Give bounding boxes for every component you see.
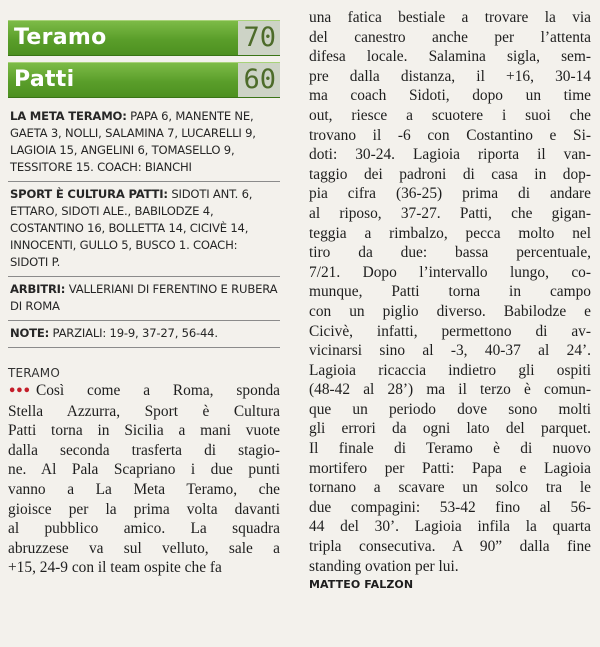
article-line-text: Così come a Roma, sponda xyxy=(35,382,280,399)
article-line-text: tripla consecutiva. A 90” dalla fine xyxy=(309,538,591,556)
team-score: 60 xyxy=(243,64,276,95)
article-line-text: standing ovation per lui. xyxy=(309,557,459,575)
article-line xyxy=(309,28,591,48)
boxscore-referees xyxy=(8,277,280,321)
article-line-text: con un piglio diverso. Babilodze e xyxy=(309,302,591,320)
article-line-text: teggia a rimbalzo, pecca molto nel xyxy=(309,224,591,242)
dateline: TERAMO xyxy=(8,366,60,380)
article-line-text: due compagini: 53-42 fino al 56- xyxy=(309,498,591,516)
byline: MATTEO FALZON xyxy=(309,578,414,592)
article-line-text: +15, 24-9 con il team ospite che fa xyxy=(8,559,222,577)
boxscore-label: SPORT È CULTURA PATTI: xyxy=(10,187,168,201)
boxscore-text: PAPA 6, MANENTE NE, GAETA 3, NOLLI, SALAMINA 7, LUCARELLI 9, LAGIOIA 15, ANGELINI 6, TOMASELLO 9, TESSITORE 15. COACH: BIANCHI xyxy=(10,109,256,174)
article-line xyxy=(309,537,591,557)
article-line xyxy=(8,519,280,539)
article-line xyxy=(309,459,591,479)
article-line-text: Patti torna in Sicilia a mani vuote xyxy=(8,422,280,440)
article-line-text: al riposo, 37-27. Patti, che gigan- xyxy=(309,204,591,222)
article-line xyxy=(8,402,280,422)
article-line xyxy=(309,224,591,244)
article-line-text: pia cifra (36-25) prima di andare xyxy=(309,185,591,203)
article-line xyxy=(309,204,591,224)
boxscore-label: LA META TERAMO: xyxy=(10,109,127,123)
article-line-text: al pubblico amico. La squadra xyxy=(8,520,280,538)
article-line-text: una fatica bestiale a trovare la via xyxy=(309,9,591,26)
article-body-right xyxy=(309,8,591,576)
article-line-text: pre dalla distanza, il +16, 30-14 xyxy=(309,67,591,85)
article-line xyxy=(309,165,591,185)
article-line-text: trovano il -6 con Costantino e Si- xyxy=(309,126,591,144)
article-line xyxy=(309,263,591,283)
article-line xyxy=(8,441,280,461)
article-line-text: munque, Patti torna in campo xyxy=(309,283,591,301)
boxscore-home xyxy=(8,104,280,182)
score-row-home xyxy=(8,20,280,56)
boxscore-text: VALLERIANI DI FERENTINO E RUBERA DI ROMA xyxy=(10,282,278,313)
article-line xyxy=(309,380,591,400)
article-line-text: dalla seconda trasferta di stagio- xyxy=(8,441,280,459)
article-line xyxy=(309,184,591,204)
article-line xyxy=(309,322,591,342)
article-line-text: tornano a scavare un solco tra le xyxy=(309,479,591,497)
article-line xyxy=(8,421,280,441)
article-line-text: ne. Al Pala Scapriano i due punti xyxy=(8,461,280,479)
article-line xyxy=(309,419,591,439)
article-line-text: Il finale di Teramo è di nuovo xyxy=(309,440,591,458)
article-line-text: mortifero per Patti: Papa e Lagioia xyxy=(309,459,591,477)
boxscore-notes xyxy=(8,321,280,348)
article-line-text: tiro da due: bassa percentuale, xyxy=(309,244,591,262)
article-line xyxy=(309,86,591,106)
article-line-text: Stella Azzurra, Sport è Cultura xyxy=(8,402,280,420)
article-line-text: que un periodo dove sono molti xyxy=(309,400,591,418)
article-line-text: difesa locale. Salamina sigla, sem- xyxy=(309,48,591,66)
article-line xyxy=(309,302,591,322)
article-line xyxy=(309,47,591,67)
right-column xyxy=(309,8,591,591)
article-line-text: taggio dei padroni di casa in dop- xyxy=(309,165,591,183)
article-line xyxy=(309,67,591,87)
article-line-text: Lagioia ricaccia indietro gli ospiti xyxy=(309,361,591,379)
article-line xyxy=(8,539,280,559)
article-line xyxy=(309,400,591,420)
article-line-text: vicinarsi sino al -3, 40-37 al 24’. xyxy=(309,342,591,360)
boxscore-label: ARBITRI: xyxy=(10,282,66,296)
article-line-text: 44 del 30’. Lagioia infila la quarta xyxy=(309,518,591,536)
article-line-text: vanno a La Meta Teramo, che xyxy=(8,480,280,498)
team-name: Teramo xyxy=(14,25,107,50)
score-row-away xyxy=(8,62,280,98)
article-line-text: out, riesce a scuotere i suoi che xyxy=(309,106,591,124)
article-line xyxy=(309,145,591,165)
boxscore-away xyxy=(8,182,280,277)
article-line xyxy=(8,480,280,500)
article-line-text: (48-42 al 28’) ma il terzo è comun- xyxy=(309,381,591,399)
article-line-text: Cicivè, infatti, permettono di av- xyxy=(309,322,591,340)
article-line xyxy=(309,243,591,263)
team-score: 70 xyxy=(243,22,276,53)
article-line-text: gioisce per la prima volta davanti xyxy=(8,500,280,518)
article-line xyxy=(309,282,591,302)
article-line-text: doti: 30-24. Lagioia riporta il van- xyxy=(309,146,591,164)
left-column xyxy=(8,20,280,578)
article-line-text: del canestro anche per l’attenta xyxy=(309,28,591,46)
article-line xyxy=(8,558,280,578)
article-line-text: gli errori da ogni lato del parquet. xyxy=(309,420,591,438)
article-line xyxy=(309,498,591,518)
article-line xyxy=(309,517,591,537)
article-line xyxy=(309,557,591,577)
article-line-text: abruzzese va sul velluto, sale a xyxy=(8,539,280,557)
article-line xyxy=(8,500,280,520)
team-name: Patti xyxy=(14,67,75,92)
article-line-text: ma coach Sidoti, dopo un time xyxy=(309,87,591,105)
article-line xyxy=(309,126,591,146)
article-line xyxy=(309,106,591,126)
boxscore-text: SIDOTI ANT. 6, ETTARO, SIDOTI ALE., BABILODZE 4, COSTANTINO 16, BOLLETTA 14, CICIVÈ 14, INNOCENTI, GULLO 5, BUSCO 1. COACH: SIDOTI P. xyxy=(10,187,253,269)
article-line xyxy=(309,8,591,28)
article-line xyxy=(309,341,591,361)
article-line xyxy=(309,478,591,498)
article-line xyxy=(309,439,591,459)
article-line xyxy=(309,361,591,381)
bullet-dots: ••• xyxy=(8,384,30,399)
boxscore-label: NOTE: xyxy=(10,326,50,340)
boxscore-text: PARZIALI: 19-9, 37-27, 56-44. xyxy=(52,326,218,340)
article-line-text: 7/21. Dopo l’intervallo lungo, co- xyxy=(309,263,591,281)
article-line xyxy=(8,460,280,480)
article-body-left xyxy=(8,381,280,578)
article-line xyxy=(8,381,280,402)
